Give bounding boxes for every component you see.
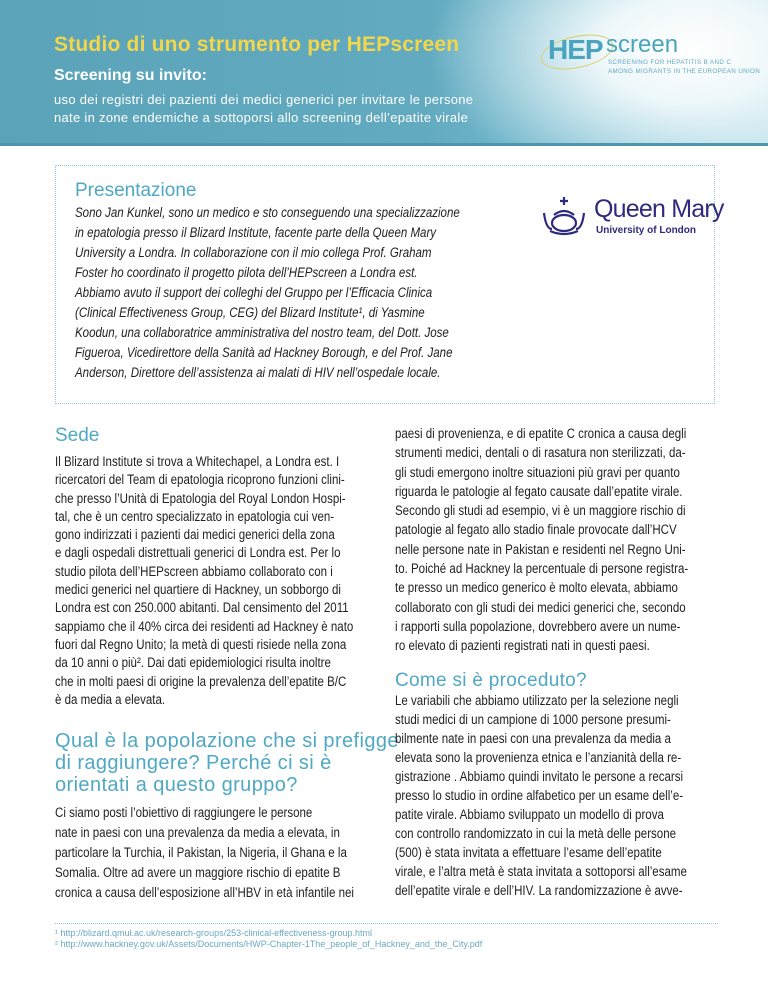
text-line: in epatologia presso il Blizard Institute, facente parte della Queen Mary: [75, 225, 437, 240]
footnote-divider: [55, 923, 718, 924]
logo-tagline: SCREENING FOR HEPATITIS B AND C: [608, 59, 732, 66]
footnote-link[interactable]: ¹ http://blizard.qmul.ac.uk/research-groups/253-clinical-effectiveness-group.html: [55, 928, 372, 938]
text-line: gono indirizzati i pazienti dai medici generici della zona: [55, 527, 335, 543]
queen-mary-sub: University of London: [596, 225, 696, 236]
document-subtitle: Screening su invito:: [54, 67, 207, 84]
page-header: [0, 0, 768, 146]
text-line: collaborato con gli studi dei medici generici che, secondo: [395, 599, 686, 615]
queen-mary-logo: [540, 195, 724, 240]
text-line: che presso l’Unità di Epatologia del Royal London Hospi-: [55, 490, 346, 506]
text-line: e dagli ospedali distrettuali generici di Londra est. Per lo: [55, 545, 341, 561]
crown-icon: [540, 195, 588, 237]
heading-line: orientati a questo gruppo?: [55, 774, 298, 796]
text-line: virale, e l’altra metà è stata invitata a sottoporsi all’esame: [395, 864, 687, 879]
logo-tagline: AMONG MIGRANTS IN THE EUROPEAN UNION: [608, 68, 761, 75]
text-line: da 10 anni o più². Dai dati epidemiologici risulta inoltre: [55, 655, 331, 671]
heading-line: di raggiungere? Perché ci si è: [55, 752, 332, 774]
text-line: Ci siamo posti l’obiettivo di raggiungere le persone: [55, 805, 313, 820]
text-line: fuori dal Regno Unito; la metà di questi risiede nella zona: [55, 636, 347, 652]
text-line: Le variabili che abbiamo utilizzato per la selezione negli: [395, 693, 679, 708]
text-line: Secondo gli studi ad esempio, vi è un maggiore rischio di: [395, 503, 686, 519]
text-line: nelle persone nate in Pakistan e residenti nel Regno Uni-: [395, 541, 686, 557]
text-line: dell’epatite virale e dell’HIV. La randomizzazione è avve-: [395, 883, 683, 898]
text-line: strumenti medici, dentali o di rasatura non sterilizzati, da-: [395, 445, 686, 461]
text-line: ro elevato di pazienti registrati nati in questi paesi.: [395, 638, 650, 654]
text-line: studi medici di un campione di 1000 persone presumi-: [395, 712, 671, 727]
text-line: to. Poiché ad Hackney la percentuale di persone registra-: [395, 561, 689, 577]
text-line: gistrazione . Abbiamo quindi invitato le persone a recarsi: [395, 769, 684, 784]
sede-text: [55, 453, 353, 709]
text-line: è da media a elevata.: [55, 691, 166, 707]
text-line: medici generici nel quartiere di Hackney, un sobborgo di: [55, 582, 341, 598]
text-line: te presso un medico generico è molto elevata, abbiamo: [395, 580, 678, 596]
text-line: patite virale. Abbiamo sviluppato un modello di prova: [395, 807, 664, 822]
text-line: Sono Jan Kunkel, sono un medico e sto conseguendo una specializzazione: [75, 205, 460, 220]
footnote-link[interactable]: ² http://www.hackney.gov.uk/Assets/Documents/HWP-Chapter-1The_people_of_Hackney_and_the_City.pdf: [55, 939, 483, 949]
text-line: Londra est con 250.000 abitanti. Dal censimento del 2011: [55, 600, 349, 616]
text-line: nate in paesi con una prevalenza da media a elevata, in: [55, 825, 340, 840]
queen-mary-name: Queen Mary: [594, 195, 724, 223]
text-line: riguarda le patologie al fegato causate dall’epatite virale.: [395, 483, 683, 499]
text-line: ricercatori del Team di epatologia ricoprono funzioni clini-: [55, 472, 345, 488]
text-line: Anderson, Direttore dell’assistenza ai malati di HIV nell’ospedale locale.: [75, 365, 441, 380]
subtitle-line: uso dei registri dei pazienti dei medici generici per invitare le persone: [54, 92, 474, 107]
intro-heading: Presentazione: [75, 180, 197, 201]
text-line: Foster ho coordinato il progetto pilota dell’HEPscreen a Londra est.: [75, 265, 418, 280]
heading-line: Qual è la popolazione che si prefigge: [55, 730, 399, 752]
procedura-heading: Come si è proceduto?: [395, 670, 587, 691]
continuazione-text: [395, 424, 688, 656]
text-line: gli studi emergono inoltre situazioni più gravi per quanto: [395, 464, 680, 480]
text-line: studio pilota dell’HEPscreen abbiamo collaborato con i: [55, 563, 333, 579]
text-line: (Clinical Effectiveness Group, CEG) del Blizard Institute¹, di Yasmine: [75, 305, 425, 320]
text-line: bilmente nate in paesi con una prevalenza da media a: [395, 731, 671, 746]
popolazione-text: [55, 803, 354, 903]
text-line: con controllo randomizzato in cui la metà delle persone: [395, 826, 677, 841]
text-line: che in molti paesi di origine la prevalenza dell’epatite B/C: [55, 673, 347, 689]
text-line: Somalia. Oltre ad avere un maggiore rischio di epatite B: [55, 865, 341, 880]
text-line: Abbiamo avuto il support dei colleghi del Gruppo per l’Efficacia Clinica: [75, 285, 433, 300]
subtitle-line: nate in zone endemiche a sottoporsi allo screening dell’epatite virale: [54, 110, 469, 125]
text-line: paesi di provenienza, e di epatite C cronica a causa degli: [395, 426, 687, 441]
logo-hep-text: HEP: [548, 34, 603, 65]
text-line: elevata sono la provenienza etnica e l’anzianità della re-: [395, 750, 682, 765]
text-line: Koodun, una collaboratrice amministrativa del nostro team, del Dott. Jose: [75, 325, 449, 340]
logo-screen-text: screen: [606, 31, 679, 58]
text-line: patologie al fegato allo stadio finale provocate dall’HCV: [395, 522, 677, 538]
sede-heading: Sede: [55, 425, 100, 446]
text-line: particolare la Turchia, il Pakistan, la Nigeria, il Ghana e la: [55, 845, 347, 860]
text-line: cronica a causa dell’esposizione all’HBV in età infantile nei: [55, 885, 354, 900]
text-line: tal, che è un centro specializzato in epatologia cui ven-: [55, 508, 335, 524]
document-title: Studio di uno strumento per HEPscreen: [54, 33, 460, 56]
text-line: i rapporti sulla popolazione, dovrebbero avere un nume-: [395, 618, 681, 634]
text-line: sappiamo che il 40% circa dei residenti ad Hackney è nato: [55, 618, 354, 634]
text-line: Il Blizard Institute si trova a Whitechapel, a Londra est. I: [55, 454, 340, 469]
text-line: University a Londra. In collaborazione con il mio collega Prof. Graham: [75, 245, 432, 260]
popolazione-heading: [55, 730, 399, 796]
text-line: presso lo studio in ordine alfabetico per un esame dell’e-: [395, 788, 684, 803]
intro-text: [75, 203, 460, 383]
text-line: Figueroa, Vicedirettore della Sanità ad Hackney Borough, e del Prof. Jane: [75, 345, 453, 360]
text-line: (500) è stata invitata a effettuare l’esame dell’epatite: [395, 845, 662, 860]
procedura-text: [395, 691, 687, 900]
